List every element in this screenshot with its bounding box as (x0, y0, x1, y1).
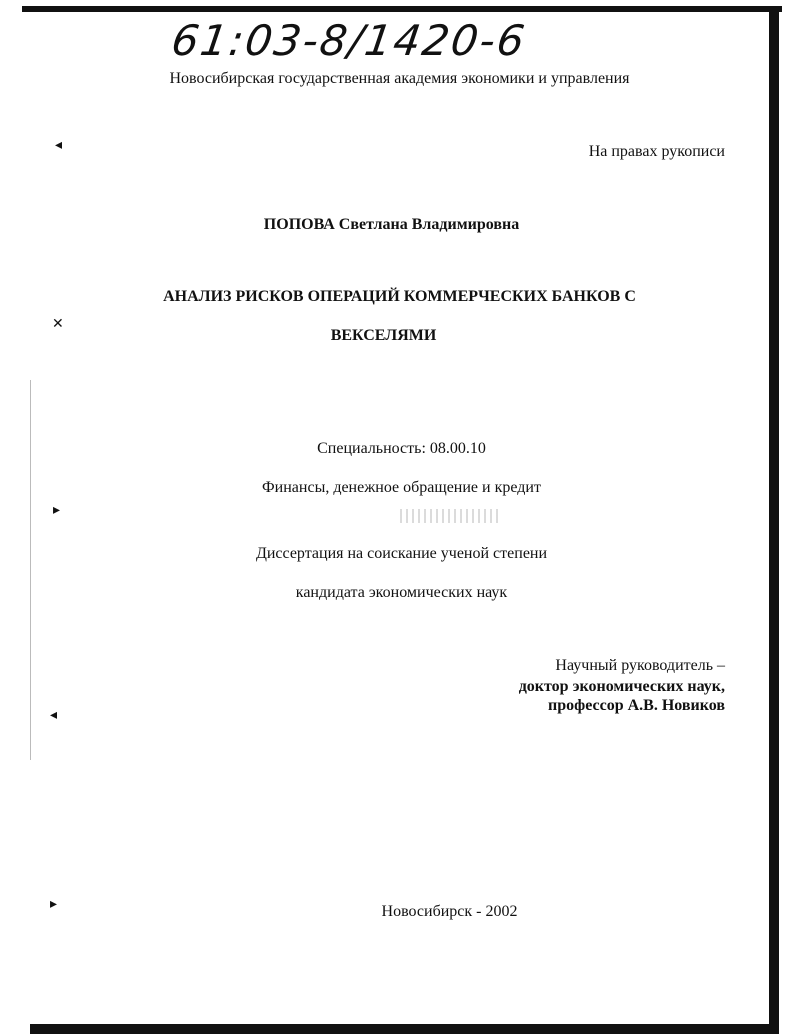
city-year: Новосибирск - 2002 (381, 903, 518, 920)
scan-smudge (400, 509, 500, 523)
specialty-name: Финансы, денежное обращение и кредит (262, 479, 541, 496)
scan-mark-x-icon: ✕ (52, 316, 64, 332)
scan-mark-arrow-icon: ▸ (53, 502, 61, 518)
scan-border-top (22, 6, 782, 12)
scan-mark-arrow-icon: ◂ (55, 137, 63, 153)
scan-border-left (30, 380, 31, 760)
scan-mark-arrow-icon: ◂ (50, 707, 58, 723)
scan-mark-arrow-icon: ▸ (50, 896, 58, 912)
rights-note: На правах рукописи (588, 143, 725, 160)
specialty-code: Специальность: 08.00.10 (317, 440, 486, 457)
author-name: ПОПОВА Светлана Владимировна (263, 216, 520, 233)
degree-line-2: кандидата экономических наук (295, 584, 508, 601)
supervisor-role: Научный руководитель – (555, 657, 725, 674)
scan-border-right (769, 6, 779, 1030)
supervisor-degree: доктор экономических наук, (518, 678, 725, 695)
supervisor-name: профессор А.В. Новиков (548, 697, 725, 714)
scan-border-bottom (30, 1024, 779, 1034)
title-line-2: ВЕКСЕЛЯМИ (330, 327, 437, 344)
degree-line-1: Диссертация на соискание ученой степени (255, 545, 548, 562)
handwritten-archive-number: 61:03-8/1420-6 (168, 16, 530, 65)
title-line-1: АНАЛИЗ РИСКОВ ОПЕРАЦИЙ КОММЕРЧЕСКИХ БАНКОВ С (163, 288, 636, 305)
institution-name: Новосибирская государственная академия экономики и управления (169, 70, 630, 87)
